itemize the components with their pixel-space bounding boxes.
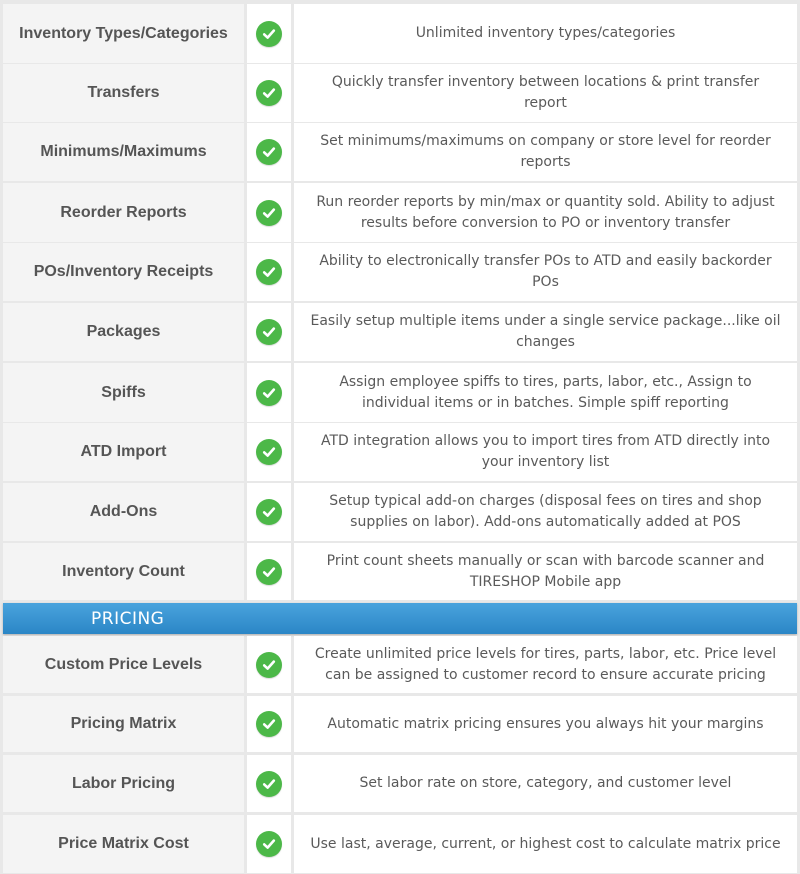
feature-row bbox=[0, 303, 800, 361]
feature-description-cell bbox=[294, 4, 797, 63]
feature-included-cell bbox=[247, 815, 291, 873]
feature-description: Setup typical add-on charges (disposal fees on tires and shop supplies on labor). Add-ons automatically added at POS bbox=[329, 493, 762, 530]
feature-included-cell bbox=[247, 636, 291, 693]
feature-included-cell bbox=[247, 755, 291, 812]
feature-name: Reorder Reports bbox=[3, 183, 244, 242]
feature-description: Quickly transfer inventory between locations & print transfer report bbox=[331, 74, 760, 111]
feature-name: Price Matrix Cost bbox=[3, 815, 244, 873]
feature-description-cell bbox=[294, 815, 797, 873]
feature-description: Run reorder reports by min/max or quantity sold. Ability to adjust results before conversion to PO or inventory transfer bbox=[316, 193, 775, 231]
check-circle-icon bbox=[256, 499, 282, 525]
feature-description: Assign employee spiffs to tires, parts, labor, etc., Assign to individual items or in batches. Simple spiff reporting bbox=[339, 373, 752, 411]
feature-row bbox=[0, 815, 800, 873]
feature-description: Set minimums/maximums on company or store level for reorder reports bbox=[320, 133, 771, 170]
feature-description: Print count sheets manually or scan with barcode scanner and TIRESHOP Mobile app bbox=[326, 552, 765, 590]
feature-name: Pricing Matrix bbox=[3, 696, 244, 752]
feature-description-cell bbox=[294, 363, 797, 422]
check-circle-icon bbox=[256, 259, 282, 285]
feature-description: Easily setup multiple items under a single service package...like oil changes bbox=[310, 313, 781, 350]
feature-description: Unlimited inventory types/categories bbox=[415, 25, 676, 41]
feature-included-cell bbox=[247, 4, 291, 63]
check-circle-icon bbox=[256, 439, 282, 465]
feature-name: Inventory Count bbox=[3, 543, 244, 600]
feature-included-cell bbox=[247, 183, 291, 242]
feature-description: Use last, average, current, or highest cost to calculate matrix price bbox=[310, 835, 781, 852]
feature-description-cell bbox=[294, 423, 797, 481]
feature-description: Automatic matrix pricing ensures you always hit your margins bbox=[327, 715, 764, 732]
feature-included-cell bbox=[247, 243, 291, 301]
feature-included-cell bbox=[247, 303, 291, 361]
check-circle-icon bbox=[256, 831, 282, 857]
feature-row bbox=[0, 483, 800, 541]
feature-row bbox=[0, 123, 800, 181]
feature-row bbox=[0, 363, 800, 422]
feature-row bbox=[0, 4, 800, 63]
feature-row bbox=[0, 243, 800, 301]
feature-row bbox=[0, 543, 800, 600]
feature-description: Set labor rate on store, category, and customer level bbox=[359, 775, 732, 791]
feature-description-cell bbox=[294, 64, 797, 122]
feature-row bbox=[0, 696, 800, 752]
feature-row bbox=[0, 64, 800, 122]
check-circle-icon bbox=[256, 711, 282, 737]
feature-description-cell bbox=[294, 183, 797, 242]
feature-description: Ability to electronically transfer POs to ATD and easily backorder POs bbox=[319, 253, 772, 290]
feature-row bbox=[0, 636, 800, 693]
feature-row bbox=[0, 423, 800, 481]
feature-row bbox=[0, 183, 800, 242]
feature-name: Transfers bbox=[3, 64, 244, 122]
feature-description-cell bbox=[294, 696, 797, 752]
feature-description: Create unlimited price levels for tires, parts, labor, etc. Price level can be assigned to customer record to ensure accurate pricing bbox=[314, 645, 777, 683]
check-circle-icon bbox=[256, 652, 282, 678]
feature-name: Labor Pricing bbox=[3, 755, 244, 812]
feature-description-cell bbox=[294, 243, 797, 301]
feature-included-cell bbox=[247, 483, 291, 541]
check-circle-icon bbox=[256, 139, 282, 165]
feature-name: POs/Inventory Receipts bbox=[3, 243, 244, 301]
check-circle-icon bbox=[256, 559, 282, 585]
section-title: PRICING bbox=[91, 608, 165, 629]
feature-included-cell bbox=[247, 363, 291, 422]
feature-name: Inventory Types/Categories bbox=[3, 4, 244, 63]
feature-row bbox=[0, 755, 800, 812]
feature-included-cell bbox=[247, 423, 291, 481]
feature-name: Minimums/Maximums bbox=[3, 123, 244, 181]
check-circle-icon bbox=[256, 319, 282, 345]
feature-name: Add-Ons bbox=[3, 483, 244, 541]
feature-name: Custom Price Levels bbox=[3, 636, 244, 693]
feature-name: Packages bbox=[3, 303, 244, 361]
feature-included-cell bbox=[247, 123, 291, 181]
feature-included-cell bbox=[247, 543, 291, 600]
feature-included-cell bbox=[247, 696, 291, 752]
feature-name: Spiffs bbox=[3, 363, 244, 422]
feature-description-cell bbox=[294, 123, 797, 181]
feature-description-cell bbox=[294, 303, 797, 361]
feature-description-cell bbox=[294, 483, 797, 541]
check-circle-icon bbox=[256, 21, 282, 47]
feature-name: ATD Import bbox=[3, 423, 244, 481]
feature-included-cell bbox=[247, 64, 291, 122]
feature-description-cell bbox=[294, 636, 797, 693]
feature-description-cell bbox=[294, 543, 797, 600]
check-circle-icon bbox=[256, 80, 282, 106]
check-circle-icon bbox=[256, 380, 282, 406]
feature-description-cell bbox=[294, 755, 797, 812]
pricing-section-header bbox=[3, 603, 797, 634]
check-circle-icon bbox=[256, 200, 282, 226]
feature-description: ATD integration allows you to import tires from ATD directly into your inventory list bbox=[320, 433, 771, 470]
check-circle-icon bbox=[256, 771, 282, 797]
